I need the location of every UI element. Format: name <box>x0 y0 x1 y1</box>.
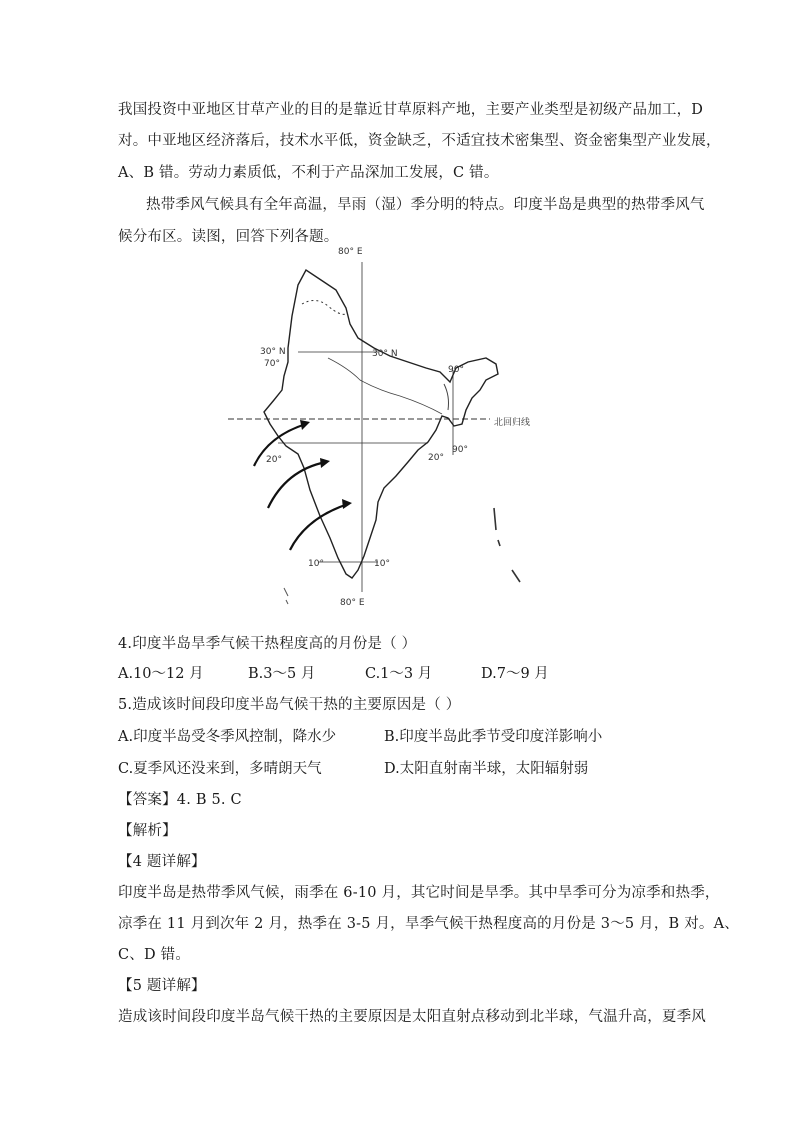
label-30n-right: 30° N <box>372 349 398 359</box>
q4-detail-heading: 【4 题详解】 <box>118 854 206 870</box>
india-outline <box>264 270 498 578</box>
q5-detail-heading: 【5 题详解】 <box>118 978 206 994</box>
q5-option-a: A.印度半岛受冬季风控制，降水少 <box>118 729 337 745</box>
island-dots <box>284 588 288 604</box>
q4-detail-line-2: 凉季在 11 月到次年 2 月，热季在 3-5 月，旱季气候干热程度高的月份是 3～5 月，B 对。A、 <box>118 916 739 932</box>
q4-stem: 4.印度半岛旱季气候干热程度高的月份是（ ） <box>118 636 417 652</box>
q4-option-a: A.10～12 月 <box>118 666 204 682</box>
q4-option-c: C.1～3 月 <box>365 666 433 682</box>
intro-line-1: 我国投资中亚地区甘草产业的目的是靠近甘草原料产地，主要产业类型是初级产品加工，D <box>118 102 704 118</box>
q4-detail-line-1: 印度半岛是热带季风气候，雨季在 6-10 月，其它时间是旱季。其中旱季可分为凉季和热季， <box>118 885 720 901</box>
q5-detail-line-1: 造成该时间段印度半岛气候干热的主要原因是太阳直射点移动到北半球，气温升高，夏季风 <box>118 1009 706 1025</box>
india-monsoon-map <box>228 240 548 612</box>
analysis-label: 【解析】 <box>118 823 177 839</box>
q4-option-b: B.3～5 月 <box>248 666 316 682</box>
label-70: 70° <box>264 359 280 369</box>
stem-line-2: 候分布区。读图，回答下列各题。 <box>118 229 339 245</box>
arrowhead-3 <box>342 499 352 509</box>
q4-option-d: D.7～9 月 <box>481 666 549 682</box>
q5-option-c: C.夏季风还没来到，多晴朗天气 <box>118 761 322 777</box>
label-30n-left: 30° N <box>260 347 286 357</box>
q5-option-b: B.印度半岛此季节受印度洋影响小 <box>384 729 603 745</box>
label-90-top: 90° <box>448 365 464 375</box>
label-80e-top: 80° E <box>338 247 363 257</box>
label-tropic-of-cancer: 北回归线 <box>494 418 531 428</box>
monsoon-arrow-3 <box>290 504 348 550</box>
label-20-left: 20° <box>266 455 282 465</box>
ganges-river <box>328 358 442 414</box>
islands <box>494 508 520 582</box>
intro-line-2: 对。中亚地区经济落后，技术水平低，资金缺乏，不适宜技术密集型、资金密集型产业发展， <box>118 133 721 149</box>
label-10-left: 10° <box>308 559 324 569</box>
label-10-right: 10° <box>374 559 390 569</box>
monsoon-arrow-2 <box>268 462 326 508</box>
dotted-border <box>302 300 346 314</box>
q5-stem: 5.造成该时间段印度半岛气候干热的主要原因是（ ） <box>118 697 461 713</box>
label-80e-bottom: 80° E <box>340 598 365 608</box>
stem-line-1: 热带季风气候具有全年高温，旱雨（湿）季分明的特点。印度半岛是典型的热带季风气 <box>146 197 705 213</box>
arrowhead-2 <box>320 458 330 468</box>
monsoon-arrows <box>254 420 352 550</box>
answer-line: 【答案】4. B 5. C <box>118 792 242 808</box>
arrowhead-1 <box>300 420 310 430</box>
bangladesh-border <box>444 384 449 410</box>
q5-option-d: D.太阳直射南半球，太阳辐射弱 <box>384 761 589 777</box>
intro-line-3: A、B 错。劳动力素质低，不利于产品深加工发展，C 错。 <box>118 165 499 181</box>
label-20-right: 20° <box>428 453 444 463</box>
q4-detail-line-3: C、D 错。 <box>118 947 191 963</box>
label-90-mid: 90° <box>452 445 468 455</box>
